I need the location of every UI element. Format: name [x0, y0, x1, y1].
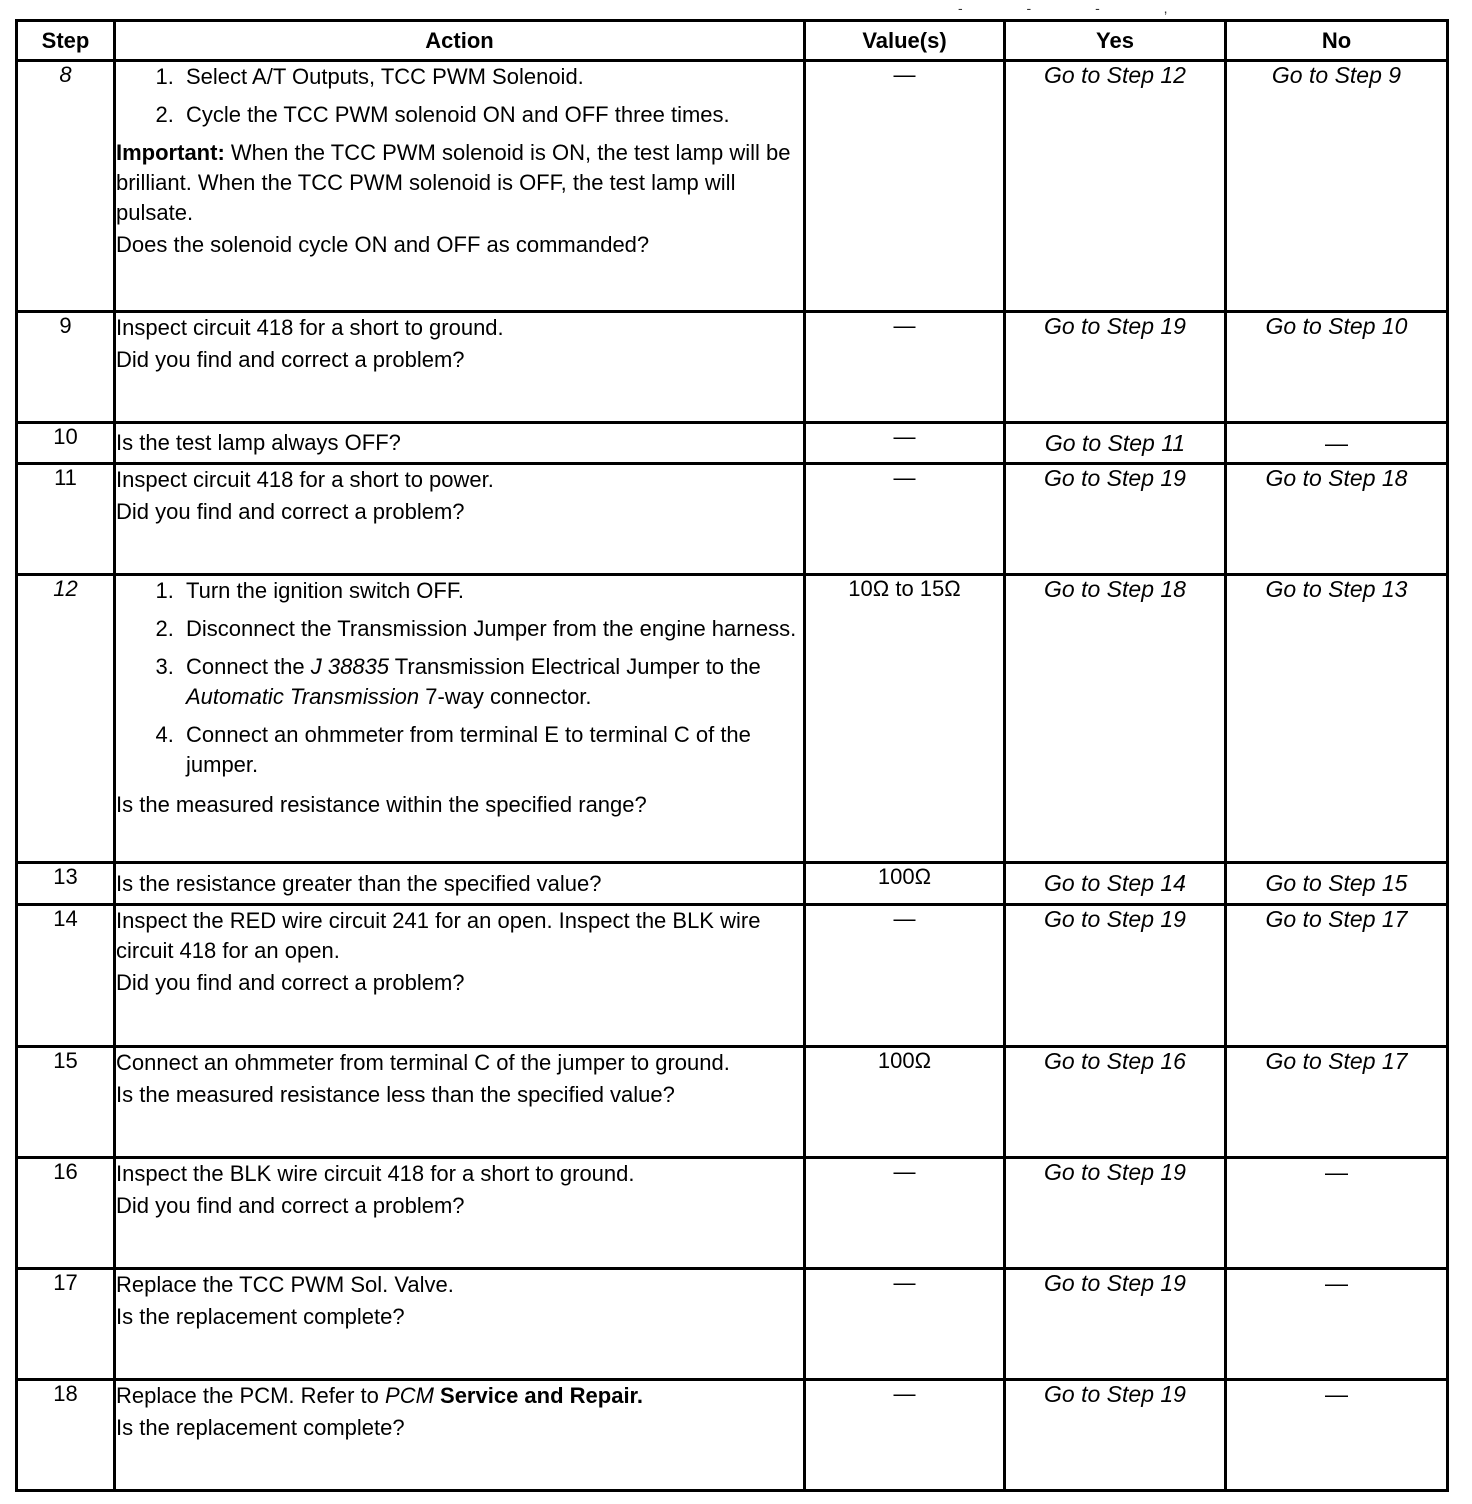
yes-cell: Go to Step 19 [1005, 312, 1226, 423]
value-cell: 10Ω to 15Ω [805, 575, 1005, 863]
table-row [17, 905, 1448, 1047]
table-row [17, 1158, 1448, 1269]
header-values: Value(s) [805, 21, 1005, 61]
step-number: 10 [17, 423, 115, 464]
action-step-text: Connect the [186, 654, 311, 679]
yes-cell: Go to Step 19 [1005, 905, 1226, 1047]
action-step [180, 652, 803, 712]
no-cell: — [1226, 1158, 1448, 1269]
action-step-text: Transmission Electrical Jumper to the [389, 654, 761, 679]
table-row [17, 312, 1448, 423]
step-number: 12 [17, 575, 115, 863]
action-cell [115, 464, 805, 575]
yes-cell: Go to Step 16 [1005, 1047, 1226, 1158]
table-row [17, 464, 1448, 575]
action-steps-list [116, 576, 803, 788]
action-question: Is the measured resistance within the specified range? [116, 792, 647, 817]
action-steps-list [116, 62, 803, 130]
action-text [116, 1381, 803, 1411]
yes-cell: Go to Step 19 [1005, 1158, 1226, 1269]
no-cell: Go to Step 13 [1226, 575, 1448, 863]
header-no: No [1226, 21, 1448, 61]
table-row [17, 423, 1448, 464]
step-number: 9 [17, 312, 115, 423]
action-question: Is the replacement complete? [116, 1415, 405, 1440]
header-action: Action [115, 21, 805, 61]
action-text: Inspect the BLK wire circuit 418 for a short to ground. [116, 1161, 635, 1186]
yes-cell: Go to Step 19 [1005, 1380, 1226, 1491]
reference-title: Service and Repair. [433, 1383, 644, 1408]
no-cell: Go to Step 18 [1226, 464, 1448, 575]
table-row [17, 1380, 1448, 1491]
table-row [17, 1047, 1448, 1158]
no-cell: — [1226, 423, 1448, 464]
header-step: Step [17, 21, 115, 61]
step-number: 8 [17, 61, 115, 312]
no-cell: Go to Step 15 [1226, 863, 1448, 905]
step-number: 16 [17, 1158, 115, 1269]
important-text: When the TCC PWM solenoid is ON, the test lamp will be brilliant. When the TCC PWM solenoid is OFF, the test lamp will pulsate. [116, 140, 791, 225]
diagnostic-table-container [15, 19, 1446, 1492]
action-question: Is the replacement complete? [116, 1304, 405, 1329]
step-number: 13 [17, 863, 115, 905]
action-step-text: 7-way connector. [419, 684, 592, 709]
value-cell: — [805, 61, 1005, 312]
yes-cell: Go to Step 11 [1005, 423, 1226, 464]
value-cell: — [805, 1269, 1005, 1380]
important-note [116, 138, 803, 228]
value-cell: — [805, 312, 1005, 423]
yes-cell: Go to Step 14 [1005, 863, 1226, 905]
yes-cell: Go to Step 19 [1005, 464, 1226, 575]
action-cell [115, 1380, 805, 1491]
action-cell [115, 1158, 805, 1269]
no-cell: Go to Step 10 [1226, 312, 1448, 423]
action-step: 2. Cycle the TCC PWM solenoid ON and OFF three times. [180, 100, 803, 130]
no-cell: — [1226, 1380, 1448, 1491]
action-text: Inspect circuit 418 for a short to ground. [116, 315, 504, 340]
action-question: Does the solenoid cycle ON and OFF as commanded? [116, 232, 650, 257]
value-cell: — [805, 1380, 1005, 1491]
action-cell [115, 905, 805, 1047]
action-question: Did you find and correct a problem? [116, 1193, 465, 1218]
no-cell: — [1226, 1269, 1448, 1380]
yes-cell: Go to Step 18 [1005, 575, 1226, 863]
value-cell: — [805, 464, 1005, 575]
action-cell [115, 575, 805, 863]
table-row [17, 863, 1448, 905]
step-number: 14 [17, 905, 115, 1047]
action-question: Is the test lamp always OFF? [116, 430, 401, 455]
action-cell [115, 1269, 805, 1380]
step-number: 17 [17, 1269, 115, 1380]
reference-name: PCM [385, 1383, 434, 1408]
value-cell: — [805, 1158, 1005, 1269]
value-cell: 100Ω [805, 1047, 1005, 1158]
yes-cell: Go to Step 19 [1005, 1269, 1226, 1380]
action-cell [115, 61, 805, 312]
action-cell [115, 312, 805, 423]
table-header-row [17, 21, 1448, 61]
tool-number: J 38835 [310, 654, 390, 679]
header-yes: Yes [1005, 21, 1226, 61]
top-edge-marks: - - - , [958, 0, 1198, 16]
action-cell [115, 1047, 805, 1158]
action-question: Is the measured resistance less than the specified value? [116, 1082, 675, 1107]
step-number: 11 [17, 464, 115, 575]
action-cell [115, 863, 805, 905]
action-text: Connect an ohmmeter from terminal C of the jumper to ground. [116, 1050, 730, 1075]
component-name: Automatic Transmission [186, 684, 420, 709]
action-question: Did you find and correct a problem? [116, 347, 465, 372]
value-cell: — [805, 423, 1005, 464]
table-row [17, 575, 1448, 863]
action-question: Is the resistance greater than the specified value? [116, 870, 602, 896]
yes-cell: Go to Step 12 [1005, 61, 1226, 312]
action-step: 2. Disconnect the Transmission Jumper from the engine harness. [180, 614, 803, 644]
no-cell: Go to Step 9 [1226, 61, 1448, 312]
action-step: 4. Connect an ohmmeter from terminal E to terminal C of the jumper. [180, 720, 803, 780]
diagnostic-table [15, 19, 1449, 1492]
value-cell: — [805, 905, 1005, 1047]
step-number: 18 [17, 1380, 115, 1491]
action-text: Replace the TCC PWM Sol. Valve. [116, 1272, 454, 1297]
value-cell: 100Ω [805, 863, 1005, 905]
action-step: 1. Select A/T Outputs, TCC PWM Solenoid. [180, 62, 803, 92]
action-question: Did you find and correct a problem? [116, 499, 465, 524]
action-text-part: Replace the PCM. Refer to [116, 1383, 386, 1408]
step-number: 15 [17, 1047, 115, 1158]
action-cell [115, 423, 805, 464]
action-step: 1. Turn the ignition switch OFF. [180, 576, 803, 606]
action-text: Inspect the RED wire circuit 241 for an open. Inspect the BLK wire circuit 418 for an open. [116, 908, 761, 963]
important-label: Important: [116, 140, 225, 165]
no-cell: Go to Step 17 [1226, 905, 1448, 1047]
action-question: Did you find and correct a problem? [116, 970, 465, 995]
no-cell: Go to Step 17 [1226, 1047, 1448, 1158]
action-text: Inspect circuit 418 for a short to power. [116, 467, 494, 492]
table-row [17, 61, 1448, 312]
table-row [17, 1269, 1448, 1380]
